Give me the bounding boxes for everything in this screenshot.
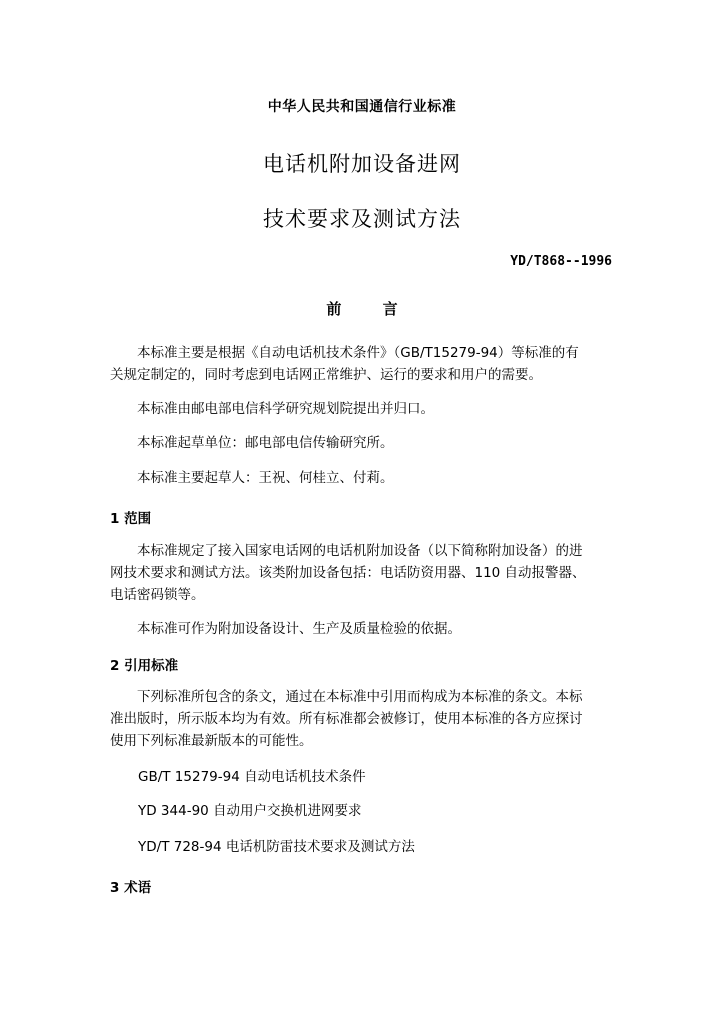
section-2-heading: 2 引用标准 [110, 658, 179, 674]
reference-item: GB/T 15279-94 自动电话机技术条件 [138, 769, 366, 785]
preface-paragraph-2 [110, 398, 620, 420]
preface-p3-text: 本标准起草单位：邮电部电信传输研究所。 [137, 435, 394, 451]
section-2-p1-line1: 下列标准所包含的条文，通过在本标准中引用而构成为本标准的条文。本标 [137, 689, 583, 705]
section-1-p1-line1: 本标准规定了接入国家电话网的电话机附加设备（以下简称附加设备）的进 [137, 543, 583, 559]
title-line-2: 技术要求及测试方法 [263, 207, 461, 231]
section-3-heading: 3 术语 [110, 880, 152, 896]
section-2-p1-line3: 使用下列标准最新版本的可能性。 [110, 733, 313, 749]
preface-paragraph-1 [110, 342, 620, 386]
document-header: 中华人民共和国通信行业标准 [267, 99, 457, 115]
preface-paragraph-4 [110, 467, 620, 489]
preface-p4-text: 本标准主要起草人：王祝、何桂立、付莉。 [137, 470, 394, 486]
section-1-paragraph-2 [110, 618, 620, 640]
title-line-1: 电话机附加设备进网 [263, 152, 461, 176]
section-1-p2-text: 本标准可作为附加设备设计、生产及质量检验的依据。 [137, 621, 461, 637]
section-1-heading: 1 范围 [110, 511, 152, 527]
preface-p1-line2: 关规定制定的，同时考虑到电话网正常维护、运行的要求和用户的需要。 [110, 367, 542, 383]
section-2-p1-line2: 准出版时，所示版本均为有效。所有标准都会被修订，使用本标准的各方应探讨 [110, 711, 583, 727]
preface-heading: 前 言 [326, 300, 416, 318]
section-2-paragraph-1 [110, 686, 620, 752]
section-1-p1-line2: 网技术要求和测试方法。该类附加设备包括：电话防资用器、110 自动报警器、 [110, 565, 586, 581]
preface-p2-text: 本标准由邮电部电信科学研究规划院提出并归口。 [137, 401, 434, 417]
preface-paragraph-3 [110, 432, 620, 454]
reference-item: YD 344-90 自动用户交换机进网要求 [138, 803, 362, 819]
section-1-p1-line3: 电话密码锁等。 [110, 587, 205, 603]
preface-p1-line1: 本标准主要是根据《自动电话机技术条件》（GB/T15279-94）等标准的有 [137, 345, 579, 361]
section-1-paragraph-1 [110, 540, 620, 606]
reference-item: YD/T 728-94 电话机防雷技术要求及测试方法 [138, 839, 415, 855]
standard-code: YD/T868--1996 [510, 254, 612, 269]
